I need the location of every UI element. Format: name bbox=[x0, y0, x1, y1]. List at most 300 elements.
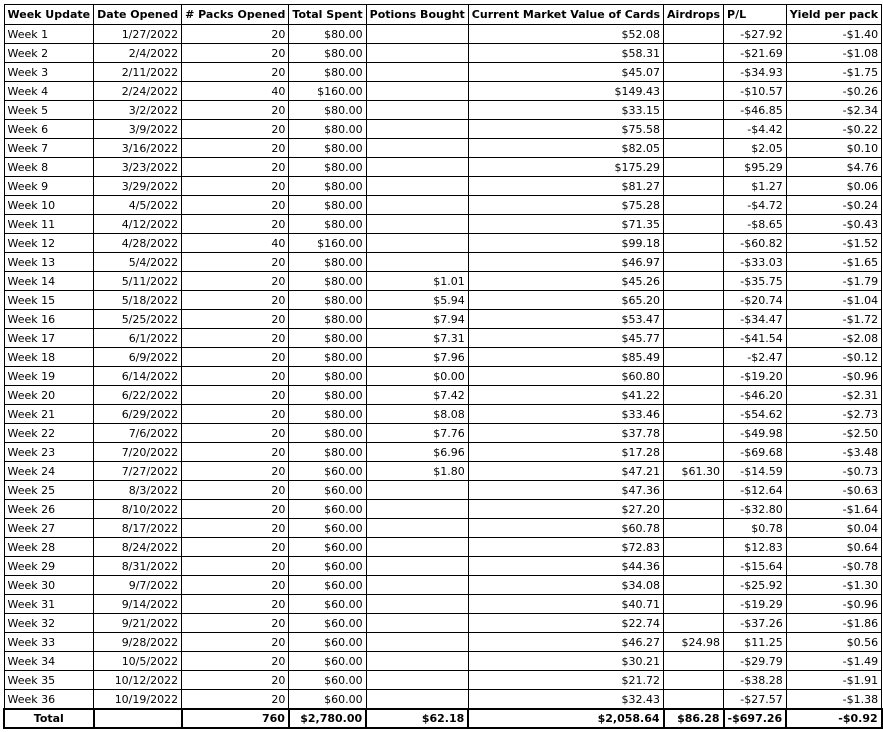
cell-potions-bought[interactable] bbox=[366, 120, 468, 139]
cell-total-spent[interactable]: $80.00 bbox=[289, 101, 366, 120]
column-header-total-spent[interactable]: Total Spent bbox=[289, 5, 366, 25]
cell-pl[interactable]: -$19.29 bbox=[724, 595, 787, 614]
cell-packs-opened[interactable]: 20 bbox=[182, 348, 289, 367]
cell-date-opened[interactable]: 3/29/2022 bbox=[94, 177, 182, 196]
cell-week[interactable]: Week 31 bbox=[4, 595, 94, 614]
column-header-airdrops[interactable]: Airdrops bbox=[664, 5, 724, 25]
cell-airdrops[interactable] bbox=[664, 158, 724, 177]
cell-week[interactable]: Week 22 bbox=[4, 424, 94, 443]
cell-pl[interactable]: -$25.92 bbox=[724, 576, 787, 595]
cell-date-opened[interactable]: 6/9/2022 bbox=[94, 348, 182, 367]
cell-week[interactable]: Week 14 bbox=[4, 272, 94, 291]
cell-date-opened[interactable]: 9/21/2022 bbox=[94, 614, 182, 633]
cell-yield-per-pack[interactable]: -$2.73 bbox=[786, 405, 881, 424]
cell-yield-per-pack[interactable]: -$0.12 bbox=[786, 348, 881, 367]
cell-date-opened[interactable]: 4/12/2022 bbox=[94, 215, 182, 234]
cell-pl[interactable]: -$12.64 bbox=[724, 481, 787, 500]
cell-yield-per-pack[interactable]: -$0.96 bbox=[786, 367, 881, 386]
cell-potions-bought[interactable] bbox=[366, 652, 468, 671]
cell-airdrops[interactable] bbox=[664, 215, 724, 234]
cell-market-value[interactable]: $22.74 bbox=[468, 614, 663, 633]
cell-airdrops[interactable] bbox=[664, 443, 724, 462]
cell-packs-opened[interactable]: 20 bbox=[182, 386, 289, 405]
cell-yield-per-pack[interactable]: $0.56 bbox=[786, 633, 881, 652]
cell-airdrops[interactable] bbox=[664, 652, 724, 671]
cell-total-spent[interactable]: $80.00 bbox=[289, 291, 366, 310]
cell-yield-per-pack[interactable]: -$1.49 bbox=[786, 652, 881, 671]
cell-airdrops[interactable] bbox=[664, 671, 724, 690]
cell-market-value[interactable]: $85.49 bbox=[468, 348, 663, 367]
cell-packs-opened[interactable]: 20 bbox=[182, 310, 289, 329]
cell-yield-per-pack[interactable]: $0.04 bbox=[786, 519, 881, 538]
cell-date-opened[interactable]: 5/18/2022 bbox=[94, 291, 182, 310]
cell-date-opened[interactable]: 5/11/2022 bbox=[94, 272, 182, 291]
cell-market-value[interactable]: $17.28 bbox=[468, 443, 663, 462]
cell-total-spent[interactable]: $80.00 bbox=[289, 443, 366, 462]
cell-total-spent[interactable]: $60.00 bbox=[289, 500, 366, 519]
column-header-yield-per-pack[interactable]: Yield per pack bbox=[786, 5, 881, 25]
cell-packs-opened[interactable]: 20 bbox=[182, 519, 289, 538]
cell-date-opened[interactable]: 2/4/2022 bbox=[94, 44, 182, 63]
cell-packs-opened[interactable]: 20 bbox=[182, 576, 289, 595]
cell-yield-per-pack[interactable]: -$0.43 bbox=[786, 215, 881, 234]
column-header-pl[interactable]: P/L bbox=[724, 5, 787, 25]
cell-market-value[interactable]: $60.78 bbox=[468, 519, 663, 538]
column-header-packs-opened[interactable]: # Packs Opened bbox=[182, 5, 289, 25]
cell-date-opened[interactable]: 7/27/2022 bbox=[94, 462, 182, 481]
cell-airdrops[interactable] bbox=[664, 614, 724, 633]
cell-airdrops[interactable] bbox=[664, 177, 724, 196]
cell-market-value[interactable]: $33.46 bbox=[468, 405, 663, 424]
cell-week[interactable]: Week 35 bbox=[4, 671, 94, 690]
cell-date-opened[interactable]: 10/5/2022 bbox=[94, 652, 182, 671]
cell-total-spent[interactable]: $60.00 bbox=[289, 652, 366, 671]
cell-market-value[interactable]: $40.71 bbox=[468, 595, 663, 614]
cell-market-value[interactable]: $30.21 bbox=[468, 652, 663, 671]
cell-pl[interactable]: -$69.68 bbox=[724, 443, 787, 462]
cell-week[interactable]: Week 26 bbox=[4, 500, 94, 519]
cell-yield-per-pack[interactable]: -$1.40 bbox=[786, 25, 881, 44]
cell-potions-bought[interactable]: $7.76 bbox=[366, 424, 468, 443]
cell-date-opened[interactable]: 8/31/2022 bbox=[94, 557, 182, 576]
cell-yield-per-pack[interactable]: -$2.08 bbox=[786, 329, 881, 348]
cell-packs-opened[interactable]: 20 bbox=[182, 253, 289, 272]
cell-potions-bought[interactable] bbox=[366, 177, 468, 196]
cell-packs-opened[interactable]: 20 bbox=[182, 481, 289, 500]
cell-packs-opened[interactable]: 20 bbox=[182, 291, 289, 310]
cell-market-value[interactable]: $175.29 bbox=[468, 158, 663, 177]
cell-week[interactable]: Week 5 bbox=[4, 101, 94, 120]
cell-market-value[interactable]: $47.21 bbox=[468, 462, 663, 481]
cell-pl[interactable]: -$54.62 bbox=[724, 405, 787, 424]
cell-yield-per-pack[interactable]: -$0.22 bbox=[786, 120, 881, 139]
cell-airdrops[interactable] bbox=[664, 101, 724, 120]
cell-week[interactable]: Week 6 bbox=[4, 120, 94, 139]
cell-airdrops[interactable] bbox=[664, 272, 724, 291]
cell-packs-opened[interactable]: 20 bbox=[182, 614, 289, 633]
cell-pl[interactable]: $0.78 bbox=[724, 519, 787, 538]
cell-week[interactable]: Week 24 bbox=[4, 462, 94, 481]
cell-airdrops[interactable] bbox=[664, 25, 724, 44]
cell-date-opened[interactable]: 8/3/2022 bbox=[94, 481, 182, 500]
cell-airdrops[interactable] bbox=[664, 576, 724, 595]
total-week[interactable]: Total bbox=[4, 709, 94, 728]
cell-date-opened[interactable]: 3/16/2022 bbox=[94, 139, 182, 158]
cell-packs-opened[interactable]: 20 bbox=[182, 500, 289, 519]
cell-market-value[interactable]: $27.20 bbox=[468, 500, 663, 519]
cell-packs-opened[interactable]: 20 bbox=[182, 215, 289, 234]
cell-date-opened[interactable]: 9/14/2022 bbox=[94, 595, 182, 614]
cell-pl[interactable]: -$21.69 bbox=[724, 44, 787, 63]
cell-pl[interactable]: -$27.57 bbox=[724, 690, 787, 710]
cell-pl[interactable]: -$41.54 bbox=[724, 329, 787, 348]
cell-total-spent[interactable]: $60.00 bbox=[289, 690, 366, 710]
cell-week[interactable]: Week 34 bbox=[4, 652, 94, 671]
cell-airdrops[interactable] bbox=[664, 329, 724, 348]
cell-packs-opened[interactable]: 20 bbox=[182, 177, 289, 196]
cell-airdrops[interactable] bbox=[664, 519, 724, 538]
cell-date-opened[interactable]: 7/20/2022 bbox=[94, 443, 182, 462]
cell-market-value[interactable]: $37.78 bbox=[468, 424, 663, 443]
cell-airdrops[interactable] bbox=[664, 139, 724, 158]
cell-week[interactable]: Week 17 bbox=[4, 329, 94, 348]
cell-packs-opened[interactable]: 40 bbox=[182, 82, 289, 101]
cell-week[interactable]: Week 27 bbox=[4, 519, 94, 538]
cell-market-value[interactable]: $71.35 bbox=[468, 215, 663, 234]
cell-total-spent[interactable]: $80.00 bbox=[289, 329, 366, 348]
cell-market-value[interactable]: $52.08 bbox=[468, 25, 663, 44]
cell-pl[interactable]: -$15.64 bbox=[724, 557, 787, 576]
cell-week[interactable]: Week 18 bbox=[4, 348, 94, 367]
cell-airdrops[interactable] bbox=[664, 291, 724, 310]
cell-potions-bought[interactable] bbox=[366, 500, 468, 519]
cell-potions-bought[interactable]: $7.31 bbox=[366, 329, 468, 348]
cell-market-value[interactable]: $44.36 bbox=[468, 557, 663, 576]
cell-week[interactable]: Week 9 bbox=[4, 177, 94, 196]
cell-packs-opened[interactable]: 20 bbox=[182, 120, 289, 139]
cell-potions-bought[interactable]: $0.00 bbox=[366, 367, 468, 386]
cell-date-opened[interactable]: 8/24/2022 bbox=[94, 538, 182, 557]
cell-yield-per-pack[interactable]: $0.64 bbox=[786, 538, 881, 557]
cell-airdrops[interactable] bbox=[664, 481, 724, 500]
total-market-value[interactable]: $2,058.64 bbox=[468, 709, 663, 728]
cell-date-opened[interactable]: 3/9/2022 bbox=[94, 120, 182, 139]
cell-week[interactable]: Week 13 bbox=[4, 253, 94, 272]
cell-pl[interactable]: -$29.79 bbox=[724, 652, 787, 671]
cell-date-opened[interactable]: 4/5/2022 bbox=[94, 196, 182, 215]
cell-potions-bought[interactable] bbox=[366, 139, 468, 158]
cell-week[interactable]: Week 4 bbox=[4, 82, 94, 101]
cell-market-value[interactable]: $47.36 bbox=[468, 481, 663, 500]
cell-pl[interactable]: -$2.47 bbox=[724, 348, 787, 367]
cell-total-spent[interactable]: $60.00 bbox=[289, 614, 366, 633]
cell-pl[interactable]: -$46.20 bbox=[724, 386, 787, 405]
cell-yield-per-pack[interactable]: $4.76 bbox=[786, 158, 881, 177]
cell-packs-opened[interactable]: 20 bbox=[182, 652, 289, 671]
cell-packs-opened[interactable]: 20 bbox=[182, 557, 289, 576]
cell-market-value[interactable]: $75.58 bbox=[468, 120, 663, 139]
cell-date-opened[interactable]: 10/19/2022 bbox=[94, 690, 182, 710]
cell-market-value[interactable]: $58.31 bbox=[468, 44, 663, 63]
cell-market-value[interactable]: $60.80 bbox=[468, 367, 663, 386]
cell-market-value[interactable]: $99.18 bbox=[468, 234, 663, 253]
cell-airdrops[interactable] bbox=[664, 538, 724, 557]
cell-packs-opened[interactable]: 20 bbox=[182, 329, 289, 348]
cell-pl[interactable]: $1.27 bbox=[724, 177, 787, 196]
cell-airdrops[interactable] bbox=[664, 120, 724, 139]
cell-potions-bought[interactable] bbox=[366, 101, 468, 120]
cell-week[interactable]: Week 10 bbox=[4, 196, 94, 215]
cell-potions-bought[interactable]: $8.08 bbox=[366, 405, 468, 424]
cell-yield-per-pack[interactable]: -$2.50 bbox=[786, 424, 881, 443]
cell-date-opened[interactable]: 6/14/2022 bbox=[94, 367, 182, 386]
cell-date-opened[interactable]: 6/22/2022 bbox=[94, 386, 182, 405]
cell-pl[interactable]: -$32.80 bbox=[724, 500, 787, 519]
cell-pl[interactable]: -$4.72 bbox=[724, 196, 787, 215]
cell-total-spent[interactable]: $80.00 bbox=[289, 348, 366, 367]
cell-pl[interactable]: -$35.75 bbox=[724, 272, 787, 291]
cell-date-opened[interactable]: 9/7/2022 bbox=[94, 576, 182, 595]
cell-potions-bought[interactable] bbox=[366, 557, 468, 576]
cell-yield-per-pack[interactable]: -$1.52 bbox=[786, 234, 881, 253]
cell-yield-per-pack[interactable]: -$0.96 bbox=[786, 595, 881, 614]
column-header-week[interactable]: Week Update bbox=[4, 5, 94, 25]
cell-yield-per-pack[interactable]: -$1.64 bbox=[786, 500, 881, 519]
cell-date-opened[interactable]: 8/10/2022 bbox=[94, 500, 182, 519]
cell-airdrops[interactable] bbox=[664, 310, 724, 329]
cell-total-spent[interactable]: $80.00 bbox=[289, 44, 366, 63]
cell-week[interactable]: Week 20 bbox=[4, 386, 94, 405]
cell-week[interactable]: Week 36 bbox=[4, 690, 94, 710]
cell-packs-opened[interactable]: 20 bbox=[182, 633, 289, 652]
cell-date-opened[interactable]: 5/25/2022 bbox=[94, 310, 182, 329]
cell-pl[interactable]: -$33.03 bbox=[724, 253, 787, 272]
cell-week[interactable]: Week 23 bbox=[4, 443, 94, 462]
cell-pl[interactable]: -$8.65 bbox=[724, 215, 787, 234]
cell-pl[interactable]: -$19.20 bbox=[724, 367, 787, 386]
cell-yield-per-pack[interactable]: -$0.24 bbox=[786, 196, 881, 215]
cell-pl[interactable]: -$46.85 bbox=[724, 101, 787, 120]
cell-date-opened[interactable]: 4/28/2022 bbox=[94, 234, 182, 253]
cell-pl[interactable]: -$60.82 bbox=[724, 234, 787, 253]
cell-yield-per-pack[interactable]: -$1.38 bbox=[786, 690, 881, 710]
cell-potions-bought[interactable] bbox=[366, 481, 468, 500]
cell-total-spent[interactable]: $80.00 bbox=[289, 253, 366, 272]
cell-packs-opened[interactable]: 20 bbox=[182, 25, 289, 44]
cell-market-value[interactable]: $72.83 bbox=[468, 538, 663, 557]
cell-yield-per-pack[interactable]: -$1.79 bbox=[786, 272, 881, 291]
cell-total-spent[interactable]: $80.00 bbox=[289, 63, 366, 82]
cell-yield-per-pack[interactable]: -$0.26 bbox=[786, 82, 881, 101]
cell-packs-opened[interactable]: 20 bbox=[182, 443, 289, 462]
cell-yield-per-pack[interactable]: -$1.04 bbox=[786, 291, 881, 310]
cell-date-opened[interactable]: 3/23/2022 bbox=[94, 158, 182, 177]
cell-total-spent[interactable]: $80.00 bbox=[289, 177, 366, 196]
cell-date-opened[interactable]: 7/6/2022 bbox=[94, 424, 182, 443]
cell-pl[interactable]: -$14.59 bbox=[724, 462, 787, 481]
cell-potions-bought[interactable] bbox=[366, 44, 468, 63]
cell-total-spent[interactable]: $80.00 bbox=[289, 196, 366, 215]
cell-airdrops[interactable] bbox=[664, 500, 724, 519]
cell-market-value[interactable]: $53.47 bbox=[468, 310, 663, 329]
cell-packs-opened[interactable]: 20 bbox=[182, 196, 289, 215]
cell-pl[interactable]: -$34.47 bbox=[724, 310, 787, 329]
cell-packs-opened[interactable]: 20 bbox=[182, 538, 289, 557]
cell-market-value[interactable]: $46.97 bbox=[468, 253, 663, 272]
cell-market-value[interactable]: $21.72 bbox=[468, 671, 663, 690]
cell-airdrops[interactable] bbox=[664, 63, 724, 82]
cell-market-value[interactable]: $41.22 bbox=[468, 386, 663, 405]
cell-pl[interactable]: -$20.74 bbox=[724, 291, 787, 310]
cell-packs-opened[interactable]: 20 bbox=[182, 367, 289, 386]
cell-potions-bought[interactable] bbox=[366, 576, 468, 595]
cell-potions-bought[interactable] bbox=[366, 215, 468, 234]
cell-packs-opened[interactable]: 20 bbox=[182, 405, 289, 424]
cell-week[interactable]: Week 32 bbox=[4, 614, 94, 633]
cell-packs-opened[interactable]: 20 bbox=[182, 424, 289, 443]
cell-pl[interactable]: -$37.26 bbox=[724, 614, 787, 633]
column-header-potions-bought[interactable]: Potions Bought bbox=[366, 5, 468, 25]
cell-yield-per-pack[interactable]: -$0.73 bbox=[786, 462, 881, 481]
cell-yield-per-pack[interactable]: -$2.31 bbox=[786, 386, 881, 405]
cell-total-spent[interactable]: $60.00 bbox=[289, 595, 366, 614]
cell-potions-bought[interactable]: $7.42 bbox=[366, 386, 468, 405]
cell-week[interactable]: Week 2 bbox=[4, 44, 94, 63]
cell-week[interactable]: Week 15 bbox=[4, 291, 94, 310]
cell-pl[interactable]: $11.25 bbox=[724, 633, 787, 652]
cell-total-spent[interactable]: $60.00 bbox=[289, 576, 366, 595]
cell-packs-opened[interactable]: 20 bbox=[182, 63, 289, 82]
cell-market-value[interactable]: $34.08 bbox=[468, 576, 663, 595]
cell-airdrops[interactable] bbox=[664, 82, 724, 101]
total-date-opened[interactable] bbox=[94, 709, 182, 728]
cell-week[interactable]: Week 8 bbox=[4, 158, 94, 177]
cell-total-spent[interactable]: $60.00 bbox=[289, 538, 366, 557]
cell-airdrops[interactable] bbox=[664, 44, 724, 63]
cell-packs-opened[interactable]: 20 bbox=[182, 139, 289, 158]
cell-airdrops[interactable] bbox=[664, 367, 724, 386]
cell-airdrops[interactable] bbox=[664, 386, 724, 405]
cell-packs-opened[interactable]: 40 bbox=[182, 234, 289, 253]
cell-total-spent[interactable]: $60.00 bbox=[289, 557, 366, 576]
cell-date-opened[interactable]: 6/29/2022 bbox=[94, 405, 182, 424]
column-header-date-opened[interactable]: Date Opened bbox=[94, 5, 182, 25]
cell-airdrops[interactable] bbox=[664, 348, 724, 367]
cell-yield-per-pack[interactable]: -$0.78 bbox=[786, 557, 881, 576]
cell-week[interactable]: Week 11 bbox=[4, 215, 94, 234]
cell-total-spent[interactable]: $160.00 bbox=[289, 82, 366, 101]
cell-airdrops[interactable] bbox=[664, 253, 724, 272]
cell-market-value[interactable]: $149.43 bbox=[468, 82, 663, 101]
cell-packs-opened[interactable]: 20 bbox=[182, 158, 289, 177]
cell-total-spent[interactable]: $80.00 bbox=[289, 367, 366, 386]
cell-potions-bought[interactable] bbox=[366, 63, 468, 82]
total-packs-opened[interactable]: 760 bbox=[182, 709, 289, 728]
cell-total-spent[interactable]: $60.00 bbox=[289, 519, 366, 538]
cell-packs-opened[interactable]: 20 bbox=[182, 690, 289, 710]
cell-potions-bought[interactable] bbox=[366, 234, 468, 253]
cell-potions-bought[interactable]: $5.94 bbox=[366, 291, 468, 310]
cell-pl[interactable]: -$49.98 bbox=[724, 424, 787, 443]
cell-total-spent[interactable]: $60.00 bbox=[289, 671, 366, 690]
cell-yield-per-pack[interactable]: -$1.86 bbox=[786, 614, 881, 633]
cell-yield-per-pack[interactable]: -$3.48 bbox=[786, 443, 881, 462]
cell-potions-bought[interactable] bbox=[366, 690, 468, 710]
cell-yield-per-pack[interactable]: -$1.75 bbox=[786, 63, 881, 82]
cell-total-spent[interactable]: $80.00 bbox=[289, 158, 366, 177]
cell-total-spent[interactable]: $60.00 bbox=[289, 462, 366, 481]
cell-potions-bought[interactable]: $7.96 bbox=[366, 348, 468, 367]
cell-potions-bought[interactable] bbox=[366, 595, 468, 614]
cell-packs-opened[interactable]: 20 bbox=[182, 671, 289, 690]
cell-week[interactable]: Week 1 bbox=[4, 25, 94, 44]
cell-market-value[interactable]: $32.43 bbox=[468, 690, 663, 710]
cell-potions-bought[interactable]: $7.94 bbox=[366, 310, 468, 329]
cell-potions-bought[interactable] bbox=[366, 614, 468, 633]
cell-airdrops[interactable] bbox=[664, 595, 724, 614]
cell-date-opened[interactable]: 2/24/2022 bbox=[94, 82, 182, 101]
cell-market-value[interactable]: $33.15 bbox=[468, 101, 663, 120]
cell-total-spent[interactable]: $80.00 bbox=[289, 424, 366, 443]
cell-pl[interactable]: -$10.57 bbox=[724, 82, 787, 101]
cell-potions-bought[interactable] bbox=[366, 196, 468, 215]
cell-pl[interactable]: $2.05 bbox=[724, 139, 787, 158]
cell-week[interactable]: Week 25 bbox=[4, 481, 94, 500]
cell-airdrops[interactable]: $61.30 bbox=[664, 462, 724, 481]
cell-week[interactable]: Week 21 bbox=[4, 405, 94, 424]
total-pl[interactable]: -$697.26 bbox=[724, 709, 787, 728]
cell-total-spent[interactable]: $80.00 bbox=[289, 25, 366, 44]
cell-yield-per-pack[interactable]: -$1.65 bbox=[786, 253, 881, 272]
cell-potions-bought[interactable] bbox=[366, 538, 468, 557]
cell-airdrops[interactable] bbox=[664, 690, 724, 710]
cell-market-value[interactable]: $82.05 bbox=[468, 139, 663, 158]
cell-week[interactable]: Week 28 bbox=[4, 538, 94, 557]
cell-total-spent[interactable]: $80.00 bbox=[289, 215, 366, 234]
cell-date-opened[interactable]: 3/2/2022 bbox=[94, 101, 182, 120]
cell-potions-bought[interactable] bbox=[366, 633, 468, 652]
cell-potions-bought[interactable]: $6.96 bbox=[366, 443, 468, 462]
cell-packs-opened[interactable]: 20 bbox=[182, 44, 289, 63]
cell-market-value[interactable]: $81.27 bbox=[468, 177, 663, 196]
cell-packs-opened[interactable]: 20 bbox=[182, 101, 289, 120]
cell-pl[interactable]: -$34.93 bbox=[724, 63, 787, 82]
cell-pl[interactable]: $95.29 bbox=[724, 158, 787, 177]
cell-total-spent[interactable]: $80.00 bbox=[289, 386, 366, 405]
cell-date-opened[interactable]: 5/4/2022 bbox=[94, 253, 182, 272]
cell-total-spent[interactable]: $160.00 bbox=[289, 234, 366, 253]
cell-total-spent[interactable]: $60.00 bbox=[289, 481, 366, 500]
total-potions-bought[interactable]: $62.18 bbox=[366, 709, 468, 728]
cell-yield-per-pack[interactable]: -$0.63 bbox=[786, 481, 881, 500]
cell-date-opened[interactable]: 9/28/2022 bbox=[94, 633, 182, 652]
cell-week[interactable]: Week 3 bbox=[4, 63, 94, 82]
cell-airdrops[interactable] bbox=[664, 557, 724, 576]
cell-total-spent[interactable]: $80.00 bbox=[289, 139, 366, 158]
cell-total-spent[interactable]: $60.00 bbox=[289, 633, 366, 652]
cell-airdrops[interactable] bbox=[664, 424, 724, 443]
cell-potions-bought[interactable] bbox=[366, 25, 468, 44]
cell-date-opened[interactable]: 1/27/2022 bbox=[94, 25, 182, 44]
cell-potions-bought[interactable]: $1.01 bbox=[366, 272, 468, 291]
total-airdrops[interactable]: $86.28 bbox=[664, 709, 724, 728]
cell-week[interactable]: Week 12 bbox=[4, 234, 94, 253]
cell-yield-per-pack[interactable]: -$1.08 bbox=[786, 44, 881, 63]
cell-total-spent[interactable]: $80.00 bbox=[289, 405, 366, 424]
cell-date-opened[interactable]: 2/11/2022 bbox=[94, 63, 182, 82]
cell-date-opened[interactable]: 8/17/2022 bbox=[94, 519, 182, 538]
cell-yield-per-pack[interactable]: -$1.72 bbox=[786, 310, 881, 329]
